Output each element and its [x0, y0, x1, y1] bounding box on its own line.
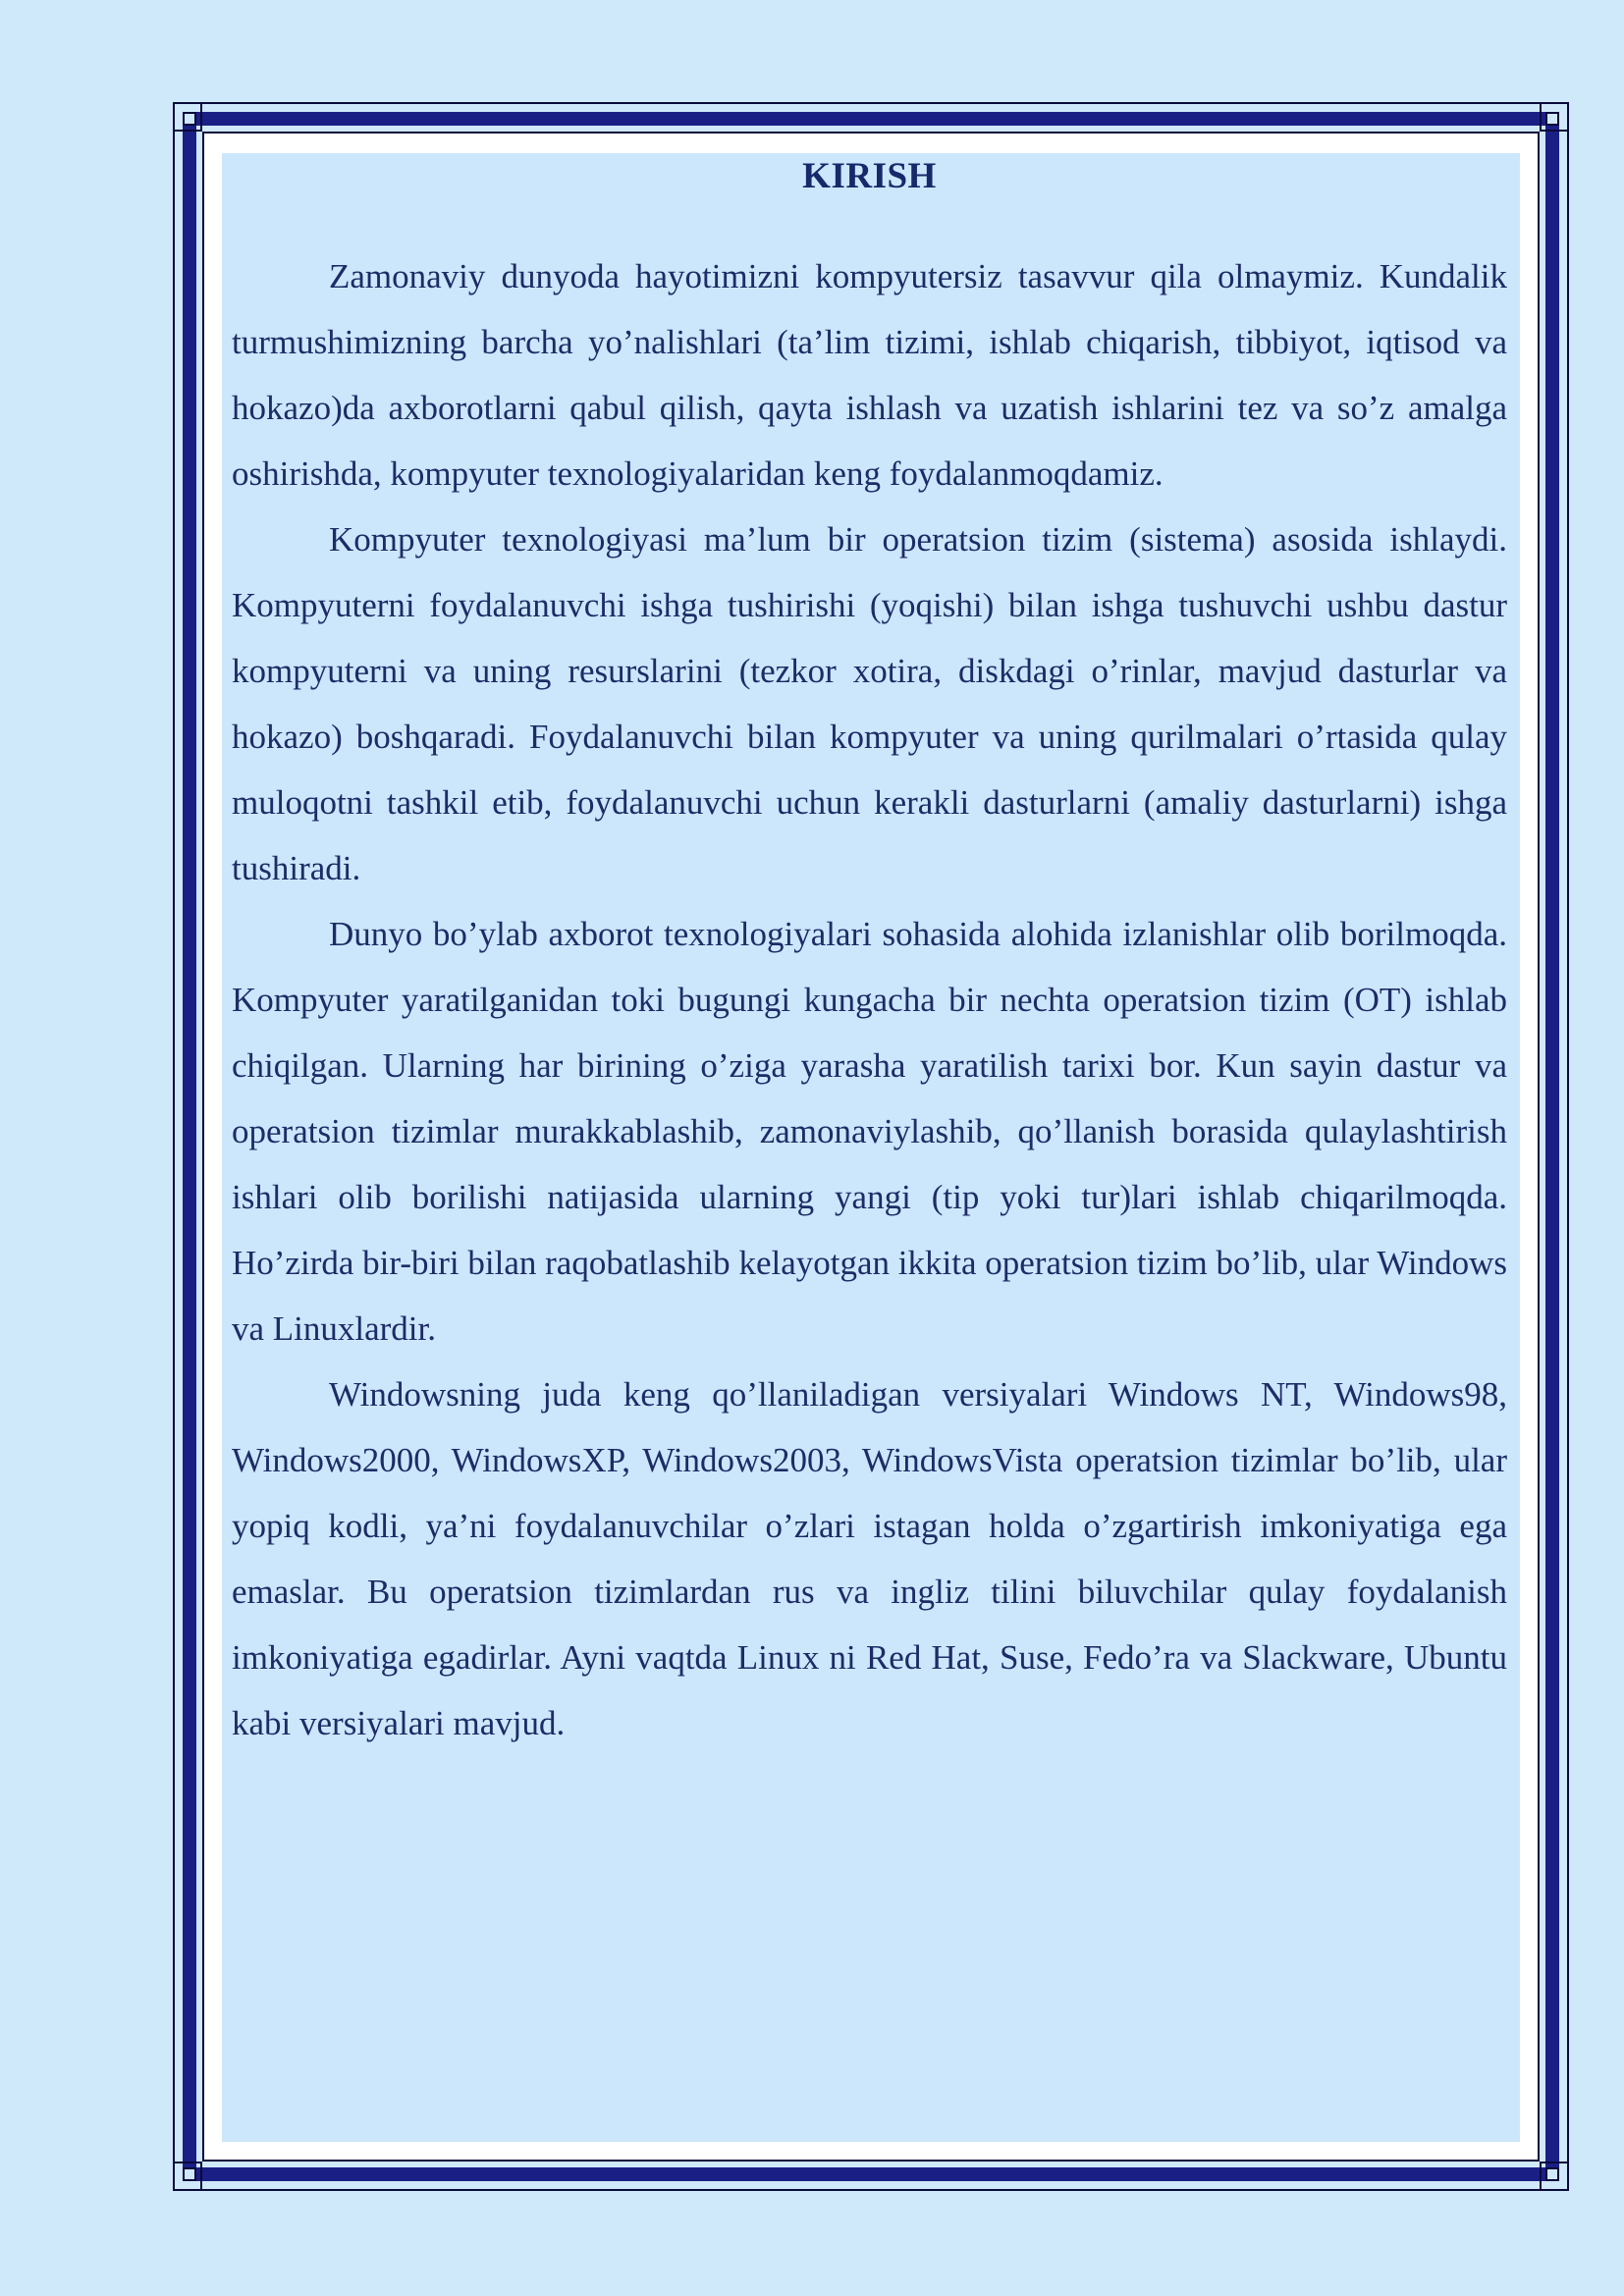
border-corner-bottom-right	[1540, 2162, 1569, 2191]
paragraph-2: Kompyuter texnologiyasi ma’lum bir operatsion tizim (sistema) asosida ishlaydi. Kompyuterni foydalanuvchi ishga tushirishi (yoqishi) bilan ishga tushuvchi ushbu dastur kompyuterni va uning resurslarini (tezkor xotira, diskdagi o’rinlar, mavjud dasturlar va hokazo) boshqaradi. Foydalanuvchi bilan kompyuter va uning qurilmalari o’rtasida qulay muloqotni tashkil etib, foydalanuvchi uchun kerakli dasturlarni (amaliy dasturlarni) ishga tushiradi.	[232, 520, 1507, 887]
border-corner-top-left	[173, 102, 202, 132]
paragraph-4: Windowsning juda keng qo’llaniladigan versiyalari Windows NT, Windows98, Windows2000, WindowsXP, Windows2003, WindowsVista operatsion tizimlar bo’lib, ular yopiq kodli, ya’ni foydalanuvchilar o’zlari istagan holda o’zgartirish imkoniyatiga ega emaslar. Bu operatsion tizimlardan rus va ingliz tilini biluvchilar qulay foydalanish imkoniyatiga egadirlar. Ayni vaqtda Linux ni Red Hat, Suse, Fedo’ra va Slackware, Ubuntu kabi versiyalari mavjud.	[232, 1375, 1507, 1742]
document-content	[232, 155, 1507, 1756]
page-title: KIRISH	[802, 156, 937, 196]
paragraph-3: Dunyo bo’ylab axborot texnologiyalari sohasida alohida izlanishlar olib borilmoqda. Kompyuter yaratilganidan toki bugungi kungacha bir nechta operatsion tizim (OT) ishlab chiqilgan. Ularning har birining o’ziga yarasha yaratilish tarixi bor. Kun sayin dastur va operatsion tizimlar murakkablashib, zamonaviylashib, qo’llanish borasida qulaylashtirish ishlari olib borilishi natijasida ularning yangi (tip yoki tur)lari ishlab chiqarilmoqda. Ho’zirda bir-biri bilan raqobatlashib kelayotgan ikkita operatsion tizim bo’lib, ular Windows va Linuxlardir.	[232, 915, 1507, 1348]
border-corner-bottom-left	[173, 2162, 202, 2191]
border-corner-top-right	[1540, 102, 1569, 132]
paragraph-1: Zamonaviy dunyoda hayotimizni kompyutersiz tasavvur qila olmaymiz. Kundalik turmushimizning barcha yo’nalishlari (ta’lim tizimi, ishlab chiqarish, tibbiyot, iqtisod va hokazo)da axborotlarni qabul qilish, qayta ishlash va uzatish ishlarini tez va so’z amalga oshirishda, kompyuter texnologiyalaridan keng foydalanmoqdamiz.	[232, 257, 1507, 493]
